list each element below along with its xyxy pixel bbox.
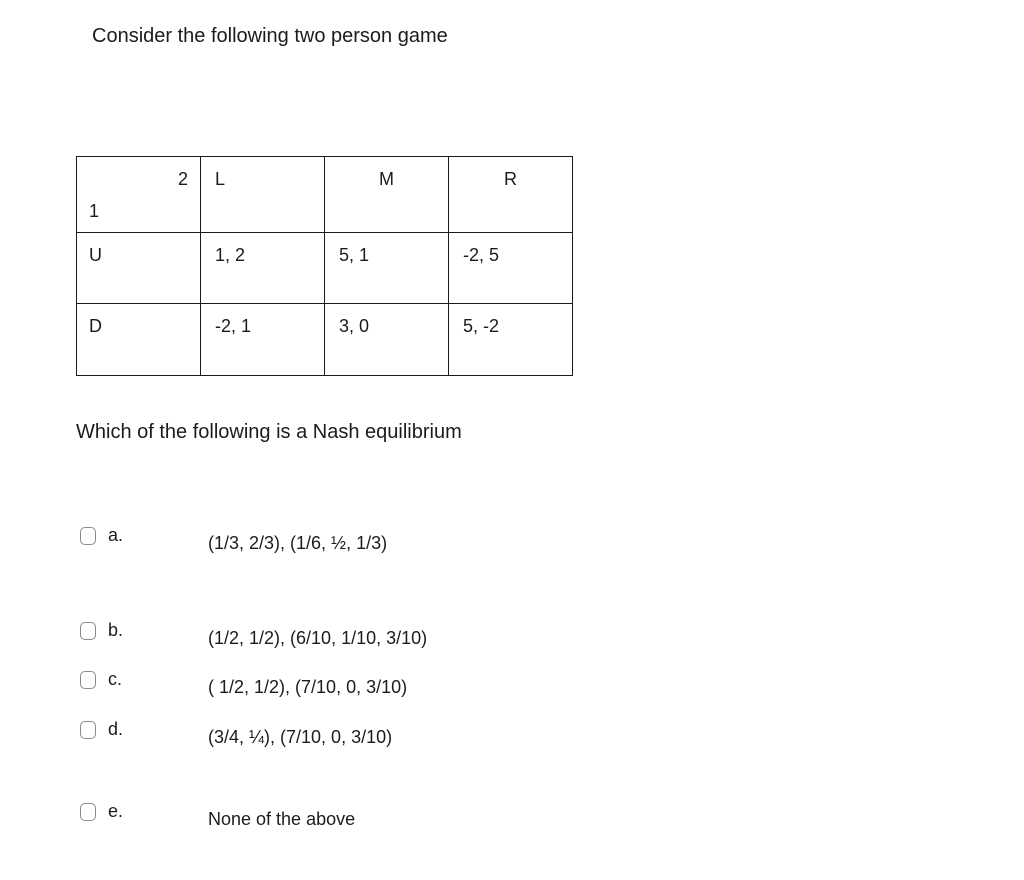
- payoff-value: -2, 1: [215, 316, 252, 336]
- column-label: L: [215, 169, 226, 189]
- intro-text: Consider the following two person game: [92, 25, 448, 47]
- option-letter: d.: [108, 719, 124, 739]
- player2-label: 2: [177, 169, 188, 189]
- payoff-cell: [449, 233, 573, 304]
- payoff-cell: [201, 233, 325, 304]
- checkbox-b[interactable]: [80, 622, 96, 640]
- payoff-value: 5, -2: [463, 316, 500, 336]
- option-letter: a.: [108, 525, 124, 545]
- corner-cell: [77, 157, 201, 233]
- option-text: None of the above: [208, 809, 356, 829]
- checkbox-d[interactable]: [80, 721, 96, 739]
- option-text: ( 1/2, 1/2), (7/10, 0, 3/10): [208, 677, 408, 697]
- payoff-value: -2, 5: [463, 245, 500, 265]
- option-letter: c.: [108, 669, 123, 689]
- question-text: Which of the following is a Nash equilibrium: [76, 421, 462, 443]
- option-letter: b.: [108, 620, 124, 640]
- table-row-u: [77, 233, 573, 304]
- payoff-cell: [449, 304, 573, 376]
- checkbox-c[interactable]: [80, 671, 96, 689]
- column-header-r: [449, 157, 573, 233]
- row-label: D: [89, 316, 102, 336]
- payoff-cell: [325, 304, 449, 376]
- checkbox-e[interactable]: [80, 803, 96, 821]
- row-header-u: [77, 233, 201, 304]
- player1-label: 1: [89, 201, 100, 221]
- table-row-d: [77, 304, 573, 376]
- option-text: (1/3, 2/3), (1/6, ½, 1/3): [208, 533, 388, 553]
- column-label: R: [504, 169, 517, 189]
- checkbox-a[interactable]: [80, 527, 96, 545]
- payoff-value: 1, 2: [215, 245, 246, 265]
- option-text: (1/2, 1/2), (6/10, 1/10, 3/10): [208, 628, 428, 648]
- option-letter: e.: [108, 801, 124, 821]
- payoff-cell: [325, 233, 449, 304]
- row-label: U: [89, 245, 102, 265]
- column-header-m: [325, 157, 449, 233]
- option-text: (3/4, ¼), (7/10, 0, 3/10): [208, 727, 393, 747]
- payoff-value: 5, 1: [339, 245, 370, 265]
- payoff-cell: [201, 304, 325, 376]
- row-header-d: [77, 304, 201, 376]
- column-label: M: [379, 169, 394, 189]
- payoff-value: 3, 0: [339, 316, 370, 336]
- column-header-l: [201, 157, 325, 233]
- payoff-table: [76, 156, 573, 376]
- table-header-row: [77, 157, 573, 233]
